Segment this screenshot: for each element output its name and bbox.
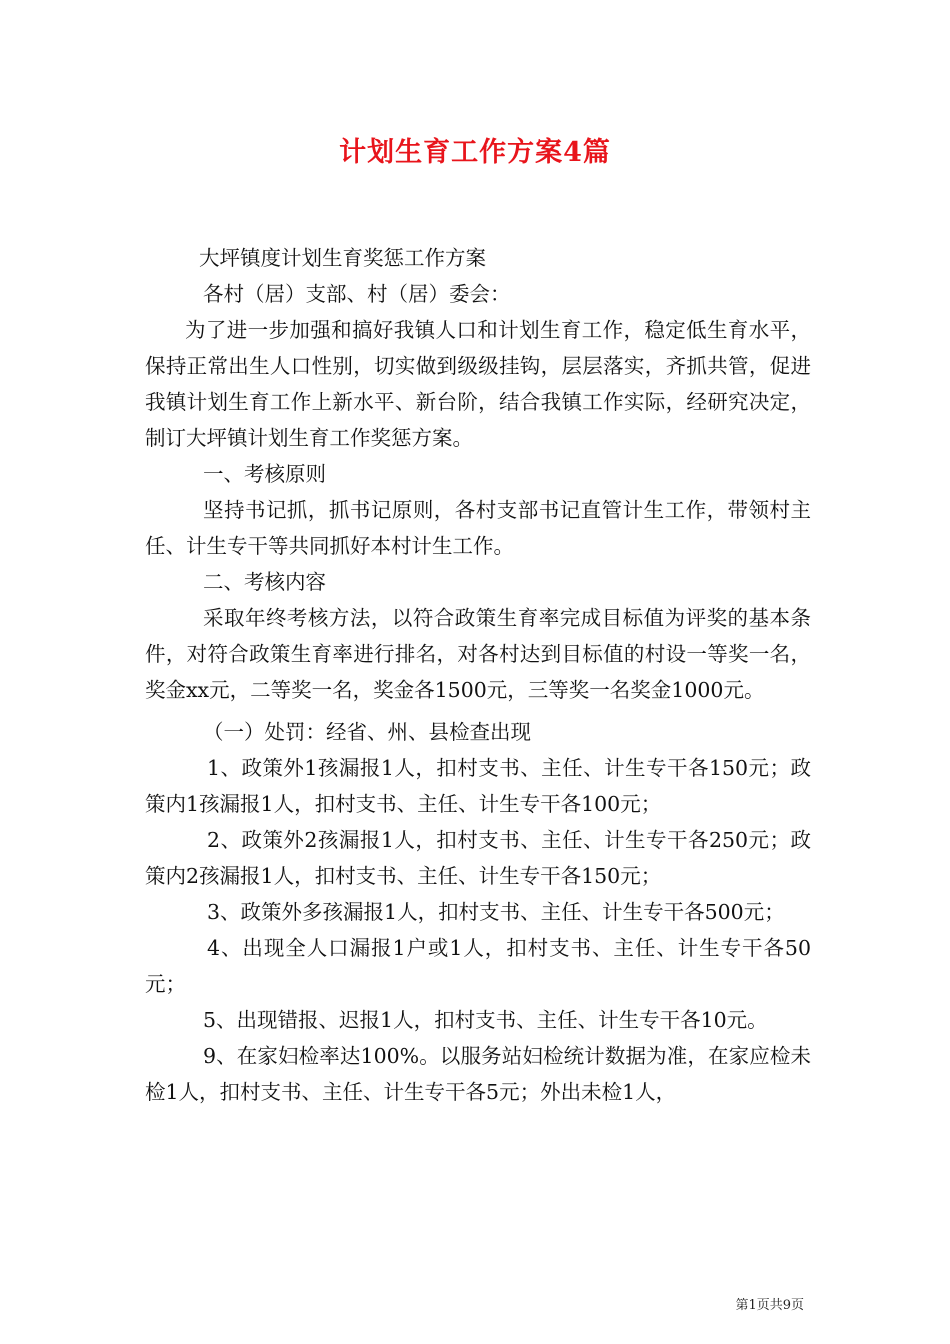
paragraph-intro: 为了进一步加强和搞好我镇人口和计划生育工作，稳定低生育水平，保持正常出生人口性别，切实做到级级挂钩，层层落实，齐抓共管，促进我镇计划生育工作上新水平、新台阶，结合我镇工作实际，经研究决定，制订大坪镇计划生育工作奖惩方案。 [145,318,811,450]
salutation: 各村（居）支部、村（居）委会： [203,282,511,306]
page-title: 计划生育工作方案4篇 [339,137,611,168]
paragraph-principles: 坚持书记抓，抓书记原则，各村支部书记直管计生工作，带领村主任、计生专干等共同抓好本村计生工作。 [145,498,811,558]
list-item: 9、在家妇检率达100%。以服务站妇检统计数据为准，在家应检未检1人，扣村支书、主任、计生专干各5元；外出未检1人， [145,1044,811,1104]
list-item: 4、出现全人口漏报1户或1人，扣村支书、主任、计生专干各50元； [145,936,811,996]
document-body [145,240,811,1110]
page-number: 第1页共9页 [735,1298,804,1313]
paragraph-content: 采取年终考核方法，以符合政策生育率完成目标值为评奖的基本条件，对符合政策生育率进行排名，对各村达到目标值的村设一等奖一名，奖金xx元，二等奖一名，奖金各1500元，三等奖一名奖金1000元。 [145,606,811,702]
list-item: 1、政策外1孩漏报1人，扣村支书、主任、计生专干各150元；政策内1孩漏报1人，扣村支书、主任、计生专干各100元； [145,756,811,816]
section-heading-content: 二、考核内容 [203,570,326,594]
document-subtitle: 大坪镇度计划生育奖惩工作方案 [199,246,486,270]
list-item: 5、出现错报、迟报1人，扣村支书、主任、计生专干各10元。 [203,1008,768,1032]
list-item: 2、政策外2孩漏报1人，扣村支书、主任、计生专干各250元；政策内2孩漏报1人，扣村支书、主任、计生专干各150元； [145,828,811,888]
section-heading-principles: 一、考核原则 [203,462,326,486]
list-item: 3、政策外多孩漏报1人，扣村支书、主任、计生专干各500元； [207,900,785,924]
subsection-heading-penalties: （一）处罚：经省、州、县检查出现 [203,720,531,744]
